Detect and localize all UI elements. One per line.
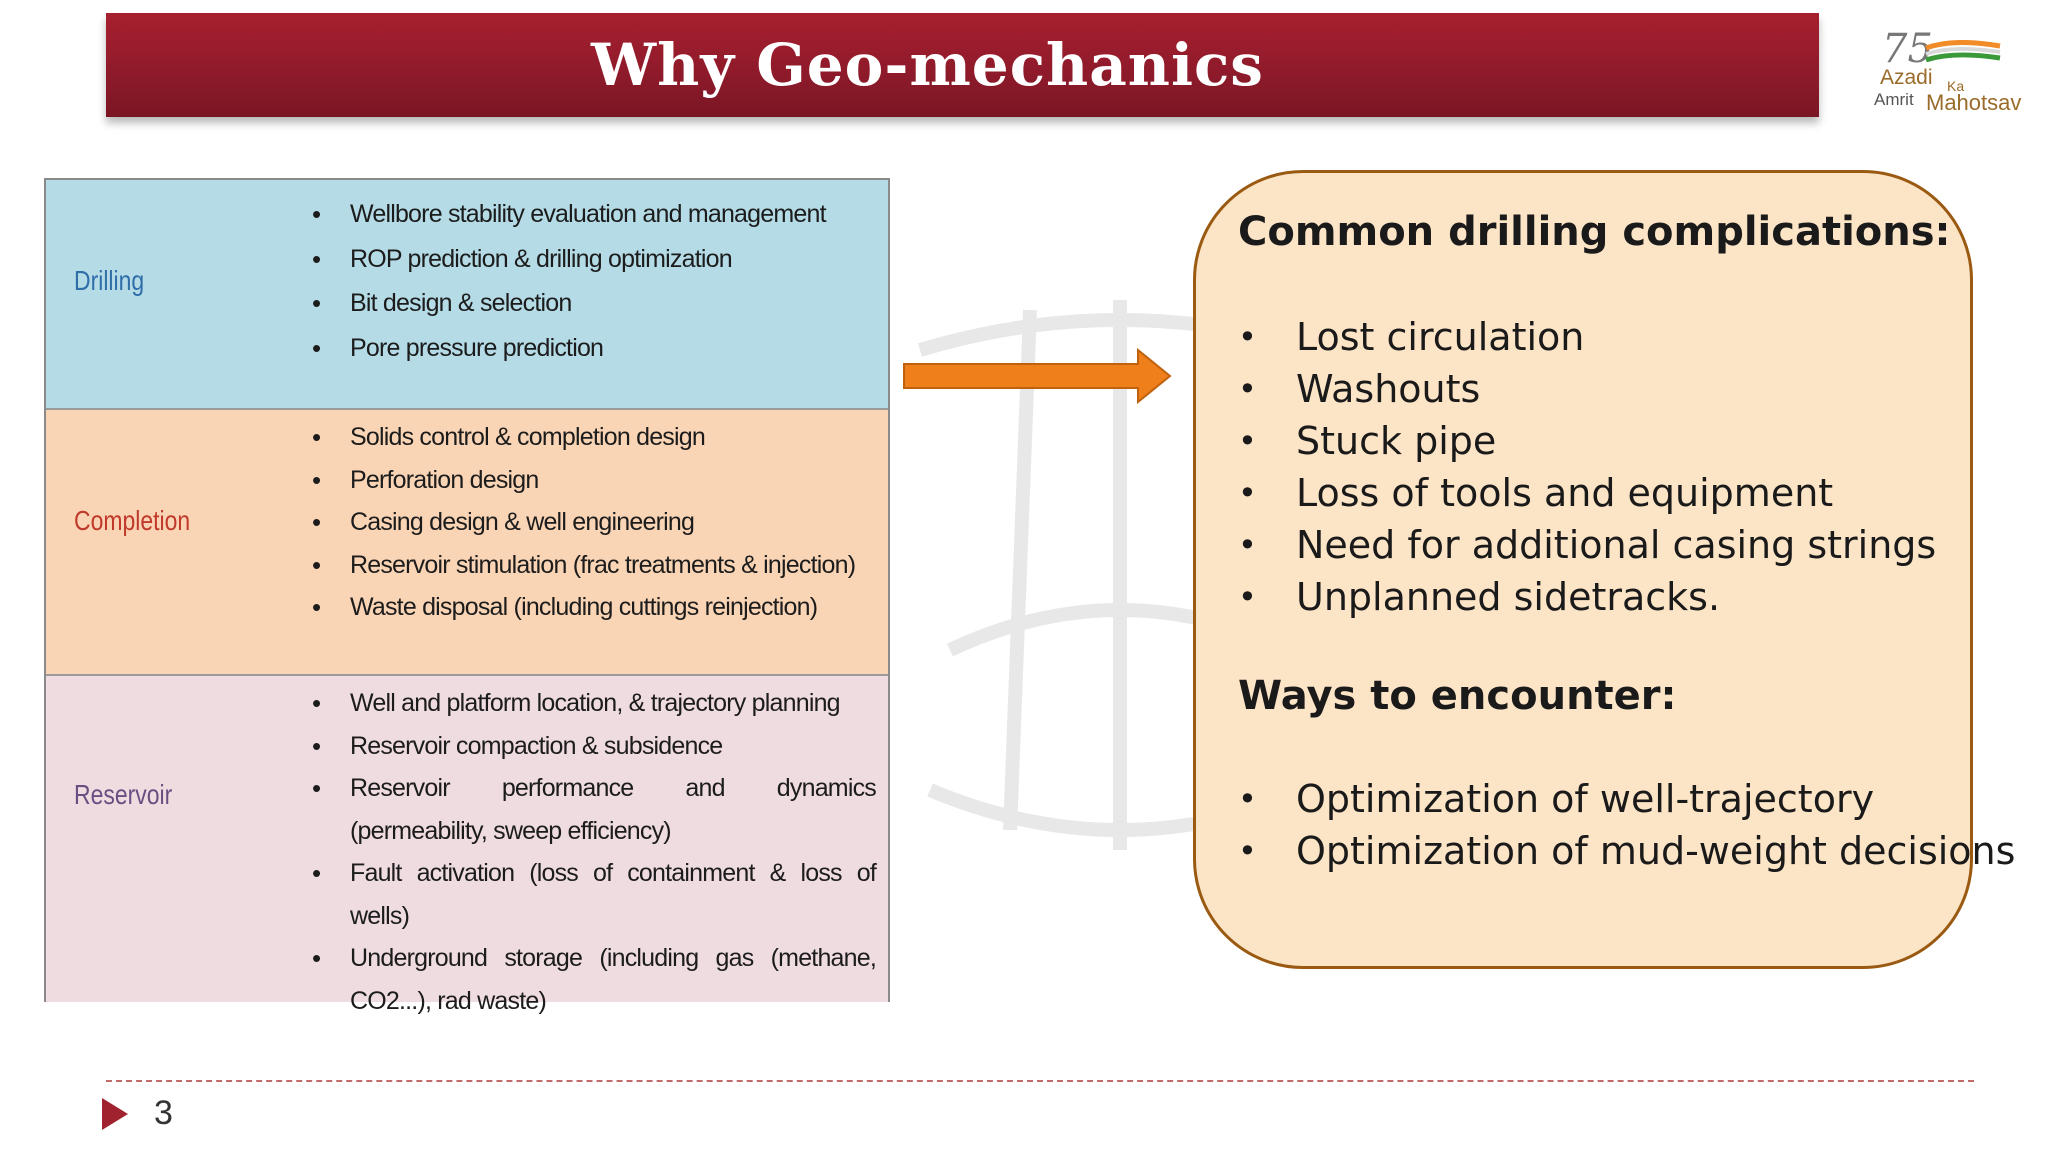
completion-bullet-list — [316, 416, 876, 629]
table-row-reservoir — [46, 676, 888, 1015]
logo-azadi: Azadi — [1880, 66, 1933, 89]
logo-ka: Ka — [1947, 78, 1965, 94]
list-item: • Wellbore stability evaluation and management — [316, 192, 876, 237]
list-item: • Loss of tools and equipment — [1238, 467, 1936, 519]
list-item: • Lost circulation — [1238, 311, 1936, 363]
logo-number: 75 — [1882, 26, 1933, 72]
table-row-completion — [46, 410, 888, 676]
list-item: • Need for additional casing strings — [1238, 519, 1936, 571]
list-item: • Washouts — [1238, 363, 1936, 415]
list-item: • Well and platform location, & trajectory planning — [316, 682, 876, 725]
list-item: • Bit design & selection — [316, 281, 876, 326]
logo-mahotsav: Mahotsav — [1926, 90, 2022, 115]
geomechanics-applications-table — [44, 178, 890, 1015]
list-item: • ROP prediction & drilling optimization — [316, 237, 876, 282]
list-item: • Optimization of mud-weight decisions — [1238, 825, 2015, 877]
list-item: • Stuck pipe — [1238, 415, 1936, 467]
play-triangle-icon — [102, 1098, 128, 1130]
list-item: • Reservoir performance and dynamics (permeability, sweep efficiency) — [316, 767, 876, 852]
complications-heading: Common drilling complications: — [1238, 209, 1951, 255]
reservoir-bullet-list — [316, 682, 876, 1022]
list-item: • Fault activation (loss of containment & loss of wells) — [316, 852, 876, 937]
footer-divider — [106, 1080, 1974, 1082]
flag-swoosh-icon — [1924, 40, 2002, 62]
ways-heading: Ways to encounter: — [1238, 673, 1677, 719]
list-item: • Solids control & completion design — [316, 416, 876, 459]
list-item: • Waste disposal (including cuttings reinjection) — [316, 586, 876, 629]
row-label-completion: Completion — [74, 505, 191, 536]
row-label-reservoir: Reservoir — [74, 779, 173, 810]
drilling-bullet-list — [316, 192, 876, 370]
complications-list — [1238, 311, 1936, 623]
right-arrow-icon — [902, 348, 1174, 404]
ways-list — [1238, 773, 2015, 877]
list-item: • Casing design & well engineering — [316, 501, 876, 544]
list-item: • Reservoir stimulation (frac treatments & injection) — [316, 544, 876, 587]
azadi-ka-amrit-mahotsav-logo — [1862, 26, 2032, 126]
row-label-drilling: Drilling — [74, 265, 145, 296]
table-row-drilling — [46, 180, 888, 410]
title-bar — [106, 13, 1819, 117]
list-item: • Underground storage (including gas (methane, CO2...), rad waste) — [316, 937, 876, 1022]
list-item: • Optimization of well-trajectory — [1238, 773, 2015, 825]
slide-title: Why Geo-mechanics — [591, 31, 1264, 99]
logo-amrit: Amrit — [1874, 90, 1914, 109]
list-item: • Reservoir compaction & subsidence — [316, 725, 876, 768]
drilling-complications-callout — [1193, 170, 2016, 969]
list-item: • Unplanned sidetracks. — [1238, 571, 1936, 623]
list-item: • Pore pressure prediction — [316, 326, 876, 371]
list-item: • Perforation design — [316, 459, 876, 502]
page-number: 3 — [154, 1094, 173, 1132]
